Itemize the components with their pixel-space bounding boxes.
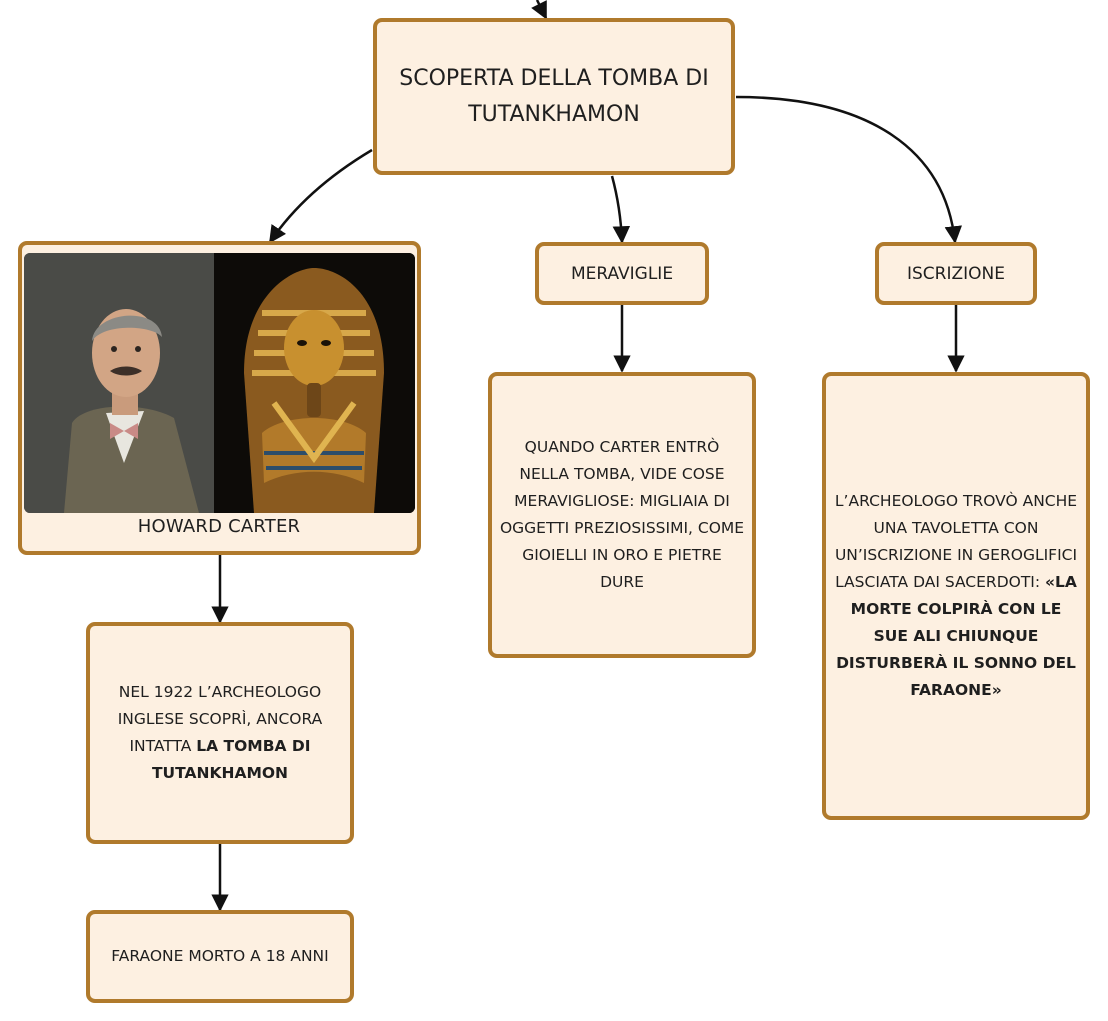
iscrizione-text [832,488,1080,704]
iscrizione-text-plain: L’ARCHEOLOGO TROVÒ ANCHE UNA TAVOLETTA CON UN’ISCRIZIONE IN GEROGLIFICI LASCIATA DAI SACERDOTI: [834,492,1078,591]
scoperta-text-plain: NEL 1922 L’ARCHEOLOGO INGLESE SCOPRÌ, ANCORA INTATTA [117,683,323,755]
scoperta-text-node[interactable] [86,622,354,844]
iscrizione-label: ISCRIZIONE [907,263,1005,284]
meraviglie-node[interactable] [535,242,709,305]
meraviglie-text-node[interactable] [488,372,756,658]
iscrizione-node[interactable] [875,242,1037,305]
edge-root-meraviglie [612,176,622,242]
edge-root-iscrizione [736,97,955,242]
edge-root-carter [270,150,372,242]
root-node[interactable] [373,18,735,175]
carter-photo [24,253,415,513]
sarcophagus-image [214,253,415,513]
scoperta-text-bold: LA TOMBA DI TUTANKHAMON [151,737,311,782]
meraviglie-label: MERAVIGLIE [570,263,674,284]
iscrizione-text-bold: «LA MORTE COLPIRÀ CON LE SUE ALI CHIUNQUE DISTURBERÀ IL SONNO DEL FARAONE» [836,573,1077,699]
carter-portrait-image [24,253,214,513]
scoperta-text [96,679,344,787]
iscrizione-text-node[interactable] [822,372,1090,820]
carter-caption: HOWARD CARTER [137,516,301,537]
faraone-text: FARAONE MORTO A 18 ANNI [111,947,329,965]
root-title: SCOPERTA DELLA TOMBA DI TUTANKHAMON [399,65,709,127]
faraone-node[interactable] [86,910,354,1003]
meraviglie-text: QUANDO CARTER ENTRÒ NELLA TOMBA, VIDE COSE MERAVIGLIOSE: MIGLIAIA DI OGGETTI PREZIOSISSIMI, COME GIOIELLI IN ORO E PIETRE DURE [499,438,745,591]
edge-incoming-root [537,0,546,18]
